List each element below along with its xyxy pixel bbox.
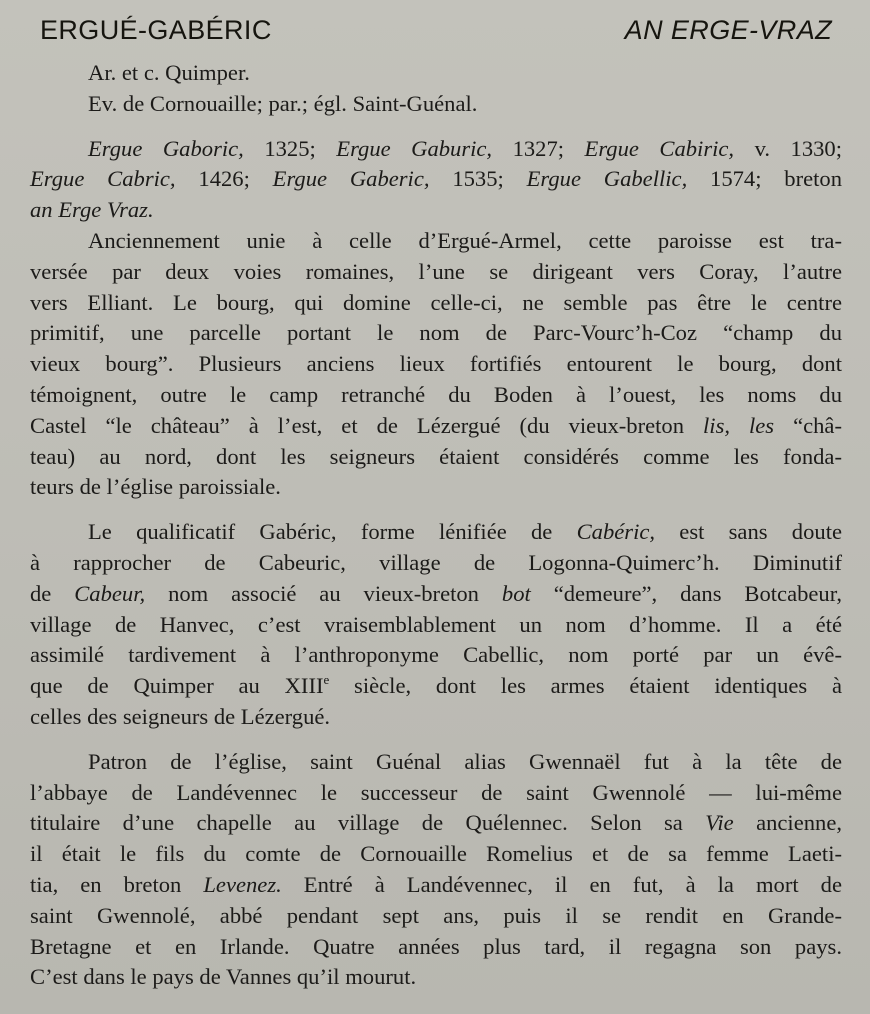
form-name: Ergue Cabric, <box>30 166 176 192</box>
text-line <box>30 808 842 839</box>
text-run: tia, en breton <box>30 871 204 897</box>
text-run: Entré à Landévennec, il en fut, à la mort de <box>281 871 842 897</box>
text-run: ancienne, <box>733 810 843 836</box>
forms-line-3 <box>30 195 842 226</box>
text-run: nom associé au vieux-breton <box>145 580 502 606</box>
text-run: que de Quimper au XIII <box>30 673 324 699</box>
form-name: Ergue Gaberic, <box>272 166 430 192</box>
running-header <box>40 10 832 50</box>
form-year: 1535; <box>429 166 527 192</box>
italic-term: Vie <box>705 810 734 836</box>
text-line: à rapprocher de Cabeuric, village de Logonna-Quimerc’h. Diminutif <box>30 549 842 575</box>
forms-line-2 <box>30 164 842 195</box>
paragraph-patron <box>30 747 842 993</box>
form-name: Ergue Gabellic, <box>526 166 688 192</box>
parish-line: Ev. de Cornouaille; par.; égl. Saint-Guénal. <box>88 90 478 116</box>
text-run: de <box>30 580 75 606</box>
text-run: Castel “le château” à l’est, et de Lézergué (du vieux-breton <box>30 412 704 438</box>
form-name: Ergue Gaboric, <box>88 135 244 161</box>
text-line: témoignent, outre le camp retranché du Boden à l’ouest, les noms du <box>30 381 842 407</box>
text-run: siècle, dont les armes étaient identiques à <box>329 673 842 699</box>
text-line: assimilé tardivement à l’anthroponyme Cabellic, nom porté par un évê- <box>30 642 842 668</box>
text-run: “châ- <box>774 412 842 438</box>
italic-term: Cabeur, <box>74 580 146 606</box>
text-line: l’abbaye de Landévennec le successeur de saint Gwennolé — lui-même <box>30 779 842 805</box>
form-year: 1327; <box>492 135 585 161</box>
form-name: Ergue Cabiric, <box>584 135 735 161</box>
text-line: teurs de l’église paroissiale. <box>30 474 281 500</box>
header-commune-name: ERGUÉ-GABÉRIC <box>40 14 272 45</box>
paragraph-etymology <box>30 517 842 733</box>
form-year: v. 1330; <box>734 135 843 161</box>
text-run: est sans doute <box>655 519 842 545</box>
article-body <box>30 58 842 993</box>
italic-term: bot <box>501 580 531 606</box>
text-line: Anciennement unie à celle d’Ergué-Armel, cette paroisse est tra- <box>88 227 842 253</box>
text-line: primitif, une parcelle portant le nom de Parc-Vourc’h-Coz “champ du <box>30 320 842 346</box>
text-line: celles des seigneurs de Lézergué. <box>30 703 331 729</box>
italic-term: lis, les <box>703 412 775 438</box>
text-line: vers Elliant. Le bourg, qui domine celle-ci, ne semble pas être le centre <box>30 289 842 315</box>
text-line: village de Hanvec, c’est vraisemblablement un nom d’homme. Il a été <box>30 611 842 637</box>
text-line: Patron de l’église, saint Guénal alias Gwennaël fut à la tête de <box>88 748 842 774</box>
form-year: 1325; <box>243 135 337 161</box>
italic-term: Levenez. <box>203 871 282 897</box>
italic-term: Cabéric, <box>576 519 656 545</box>
location-line: Ar. et c. Quimper. <box>88 60 250 85</box>
header-breton-name: AN ERGE-VRAZ <box>624 14 832 45</box>
form-name: Ergue Gaburic, <box>336 135 493 161</box>
text-line: vieux bourg”. Plusieurs anciens lieux fortifiés entourent le bourg, dont <box>30 351 842 377</box>
text-line <box>30 579 842 610</box>
text-run: “demeure”, dans Botcabeur, <box>530 580 842 606</box>
form-name: an Erge Vraz. <box>30 197 154 223</box>
text-line <box>30 870 842 901</box>
text-line: il était le fils du comte de Cornouaille Romelius et de sa femme Laeti- <box>30 841 842 867</box>
text-line <box>30 517 842 548</box>
forms-line-1 <box>30 134 842 165</box>
text-line: versée par deux voies romaines, l’une se dirigeant vers Coray, l’autre <box>30 258 842 284</box>
superscript: e <box>323 672 330 688</box>
text-line: teau) au nord, dont les seigneurs étaient considérés comme les fonda- <box>30 443 842 469</box>
text-line: saint Gwennolé, abbé pendant sept ans, puis il se rendit en Grande- <box>30 902 842 928</box>
text-line: C’est dans le pays de Vannes qu’il mourut. <box>30 964 417 990</box>
text-line <box>30 411 842 442</box>
historical-forms <box>30 134 842 226</box>
form-year: 1426; <box>175 166 273 192</box>
text-line <box>30 671 842 702</box>
text-line: Bretagne et en Irlande. Quatre années plus tard, il regagna son pays. <box>30 933 842 959</box>
form-year: 1574; breton <box>687 166 842 192</box>
text-run: Le qualificatif Gabéric, forme lénifiée de <box>88 519 577 545</box>
text-run: titulaire d’une chapelle au village de Quélennec. Selon sa <box>30 810 706 836</box>
paragraph-history <box>30 226 842 503</box>
